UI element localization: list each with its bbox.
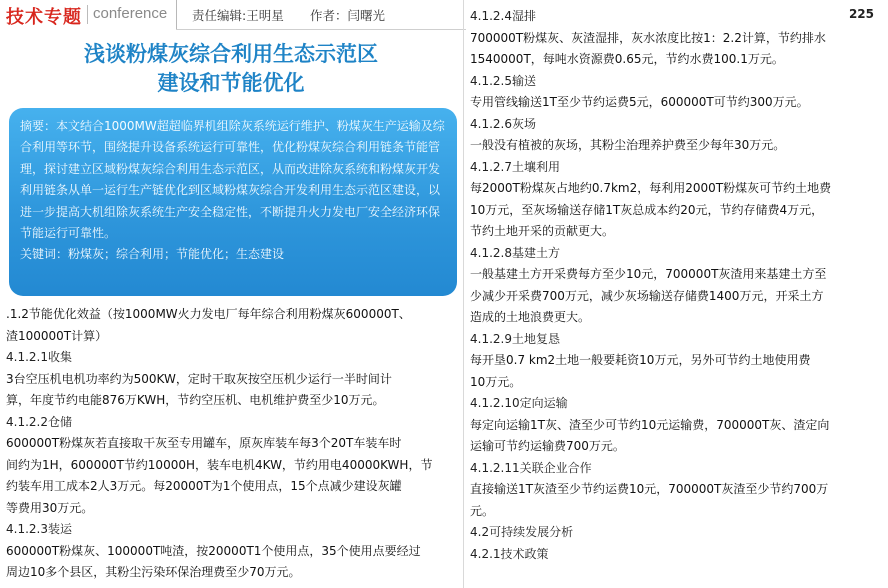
page-number: 225 bbox=[848, 7, 874, 21]
section-heading-earthwork: 4.1.2.8基建土方 bbox=[470, 245, 560, 260]
right-paragraph-reclamation: 每开垦0.7 km2土地一般要耗资10万元，另外可节约土地使用费 10万元。 bbox=[470, 353, 811, 389]
right-column bbox=[470, 6, 882, 565]
section-heading-loading: 4.1.2.3装运 bbox=[6, 522, 72, 536]
left-paragraph-storage: 600000T粉煤灰若直接取干灰至专用罐车，原灰库装车每3个20T车装车时 间约为1H，600000T节约10000H，装车电机4KW，节约用电40000KWH，节 约装车用工成本2人3万元。每20000T为1个使用点，15个点减少建设灰罐 等费用30万元。 bbox=[6, 436, 433, 515]
right-paragraph-transport: 专用管线输送1T至少节约运费5元，600000T可节约300万元。 bbox=[470, 95, 809, 109]
section-heading-tech-policy: 4.2.1技术政策 bbox=[470, 546, 549, 561]
header-rule bbox=[176, 29, 466, 30]
section-heading-ash-yard: 4.1.2.6灰场 bbox=[470, 116, 536, 131]
section-subtitle: conference bbox=[93, 5, 168, 22]
section-heading-collect: 4.1.2.1收集 bbox=[6, 350, 72, 364]
section-heading-storage: 4.1.2.2仓储 bbox=[6, 414, 72, 429]
section-heading-reclamation: 4.1.2.9土地复恳 bbox=[470, 331, 560, 346]
section-heading-cooperation: 4.1.2.11关联企业合作 bbox=[470, 460, 592, 475]
right-paragraph-earthwork: 一般基建土方开采费每方至少10元，700000T灰渣用来基建土方至 少减少开采费700万元，减少灰场输送存储费1400万元，开采土方 造成的土地浪费更大。 bbox=[470, 267, 827, 324]
right-paragraph-soil-use: 每2000T粉煤灰占地约0.7km2，每利用2000T粉煤灰可节约土地费 10万元，至灰场输送存储1T灰总成本约20元，节约存储费4万元， 节约土地开采的贡献更大。 bbox=[470, 181, 832, 238]
right-paragraph-directed-transport: 每定向运输1T灰、渣至少可节约10元运输费，700000T灰、渣定向 运输可节约运输费700万元。 bbox=[470, 417, 830, 453]
left-paragraph-collect: 3台空压机电机功率约为500KW，定时干取灰按空压机少运行一半时间计 算，年度节约电能876万KWH，节约空压机、电机维护费至少10万元。 bbox=[6, 371, 392, 407]
abstract-text: 摘要：本文结合1000MW超超临界机组除灰系统运行维护、粉煤灰生产运输及综合利用等环节，围绕提升设备系统运行可靠性，优化粉煤灰综合利用链条节能管理，探讨建立区域粉煤灰综合利用生态示范区，从而改进除灰系统和粉煤灰开发利用链条从单一运行生产链优化到区域粉煤灰综合开发利用生态示范区建设，以进一步提高大机组除灰系统生产安全稳定性，不断提升火力发电厂安全经济环保节能运行可靠性。 bbox=[20, 119, 445, 241]
header-divider bbox=[176, 0, 177, 30]
keywords: 关键词：粉煤灰；综合利用；节能优化；生态建设 bbox=[20, 247, 285, 262]
left-paragraph-1: .1.2节能优化效益（按1000MW火力发电厂每年综合利用粉煤灰600000T、 渣100000T计算） bbox=[6, 307, 411, 343]
section-heading-sustainability: 4.2可持续发展分析 bbox=[470, 525, 574, 539]
left-paragraph-loading: 600000T粉煤灰、100000T吨渣，按20000T1个使用点，35个使用点要经过 周边10多个县区，其粉尘污染环保治理费至少70万元。 bbox=[6, 543, 421, 579]
right-paragraph-cooperation: 直接输送1T灰渣至少节约运费10元，700000T灰渣至少节约700万 元。 bbox=[470, 482, 829, 518]
title-line-2: 建设和节能优化 bbox=[157, 71, 305, 95]
section-heading-transport: 4.1.2.5输送 bbox=[470, 73, 536, 88]
section-heading-wet-discharge: 4.1.2.4湿排 bbox=[470, 9, 536, 23]
section-logo: 技术专题 bbox=[6, 7, 82, 28]
article-title bbox=[0, 40, 462, 98]
column-divider bbox=[463, 0, 464, 588]
author-credit: 作者：闫曙光 bbox=[310, 8, 386, 23]
section-heading-soil-use: 4.1.2.7土壤利用 bbox=[470, 159, 560, 174]
right-paragraph-ash-yard: 一般没有植被的灰场，其粉尘治理养护费至少每年30万元。 bbox=[470, 138, 786, 152]
section-heading-directed-transport: 4.1.2.10定向运输 bbox=[470, 396, 568, 410]
abstract-box bbox=[9, 108, 457, 296]
title-line-1: 浅谈粉煤灰综合利用生态示范区 bbox=[84, 42, 378, 66]
editor-credit: 责任编辑:王明星 bbox=[192, 8, 284, 23]
right-paragraph-wet-discharge: 700000T粉煤灰、灰渣湿排，灰水浓度比按1：2.2计算，节约排水 1540000T，每吨水资源费0.65元，节约水费100.1万元。 bbox=[470, 30, 826, 66]
left-column bbox=[6, 304, 458, 584]
logo-divider bbox=[87, 5, 88, 24]
